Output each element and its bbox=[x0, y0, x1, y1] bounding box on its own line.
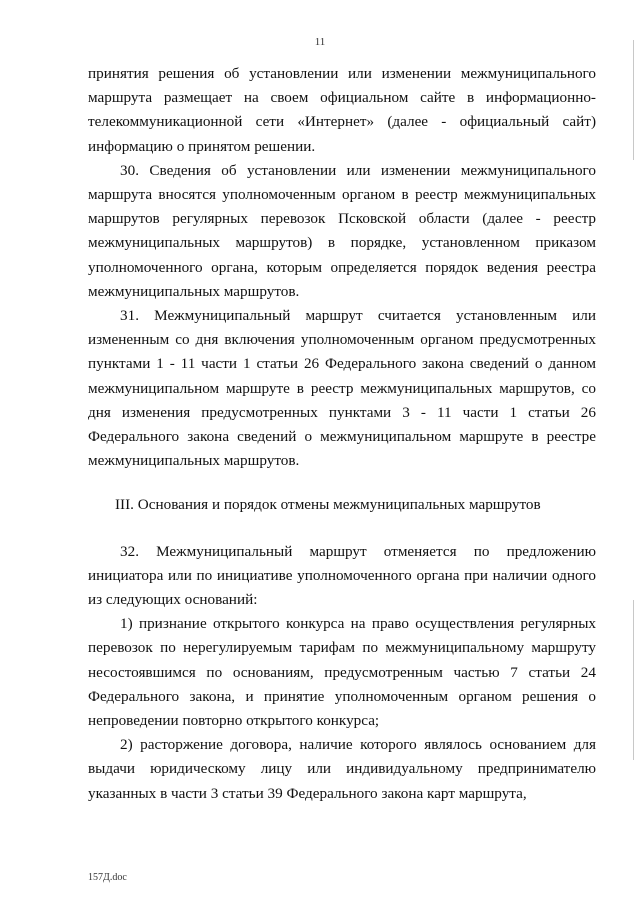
paragraph-continuation: принятия решения об установлении или изменении межмуниципального маршрута размещает на своем официальном сайте в информационно-телекоммуникационной сети «Интернет» (далее - официальный сайт) информацию о принятом решении. bbox=[88, 65, 596, 155]
document-body bbox=[88, 62, 596, 806]
page-number: 11 bbox=[314, 36, 326, 48]
scan-edge-mark bbox=[633, 600, 634, 760]
paragraph-32-item-2: 2) расторжение договора, наличие которого являлось основанием для выдачи юридическому лицу или индивидуальному предпринимателю указанных в части 3 статьи 39 Федерального закона карт маршрута, bbox=[88, 736, 596, 802]
paragraph-31: 31. Межмуниципальный маршрут считается установленным или измененным со дня включения уполномоченным органом предусмотренных пунктами 1 - 11 части 1 статьи 26 Федерального закона сведений о данном межмуниципальном маршруте в реестр межмуниципальных маршрутов, со дня изменения предусмотренных пунктами 3 - 11 части 1 статьи 26 Федерального закона сведений о межмуниципальном маршруте в реестре межмуниципальных маршрутов. bbox=[88, 307, 596, 470]
section-heading-iii: III. Основания и порядок отмены межмуниципальных маршрутов bbox=[115, 496, 541, 514]
paragraph-32-item-1: 1) признание открытого конкурса на право осуществления регулярных перевозок по нерегулируемым тарифам по межмуниципальному маршруту несостоявшимся по основаниям, предусмотренным частью 7 статьи 24 Федерального закона, и принятие уполномоченным органом решения о непроведении повторно открытого конкурса; bbox=[88, 615, 596, 730]
paragraph-32: 32. Межмуниципальный маршрут отменяется по предложению инициатора или по инициативе уполномоченного органа при наличии одного из следующих оснований: bbox=[88, 542, 596, 609]
footer-filename: 157Д.doc bbox=[88, 872, 127, 883]
paragraph-30: 30. Сведения об установлении или изменении межмуниципального маршрута вносятся уполномоченным органом в реестр межмуниципальных маршрутов регулярных перевозок Псковской области (далее - реестр межмуниципальных маршрутов) в порядке, установленном приказом уполномоченного органа, которым определяется порядок ведения реестра межмуниципальных маршрутов. bbox=[88, 161, 596, 300]
scan-edge-mark bbox=[633, 40, 634, 160]
